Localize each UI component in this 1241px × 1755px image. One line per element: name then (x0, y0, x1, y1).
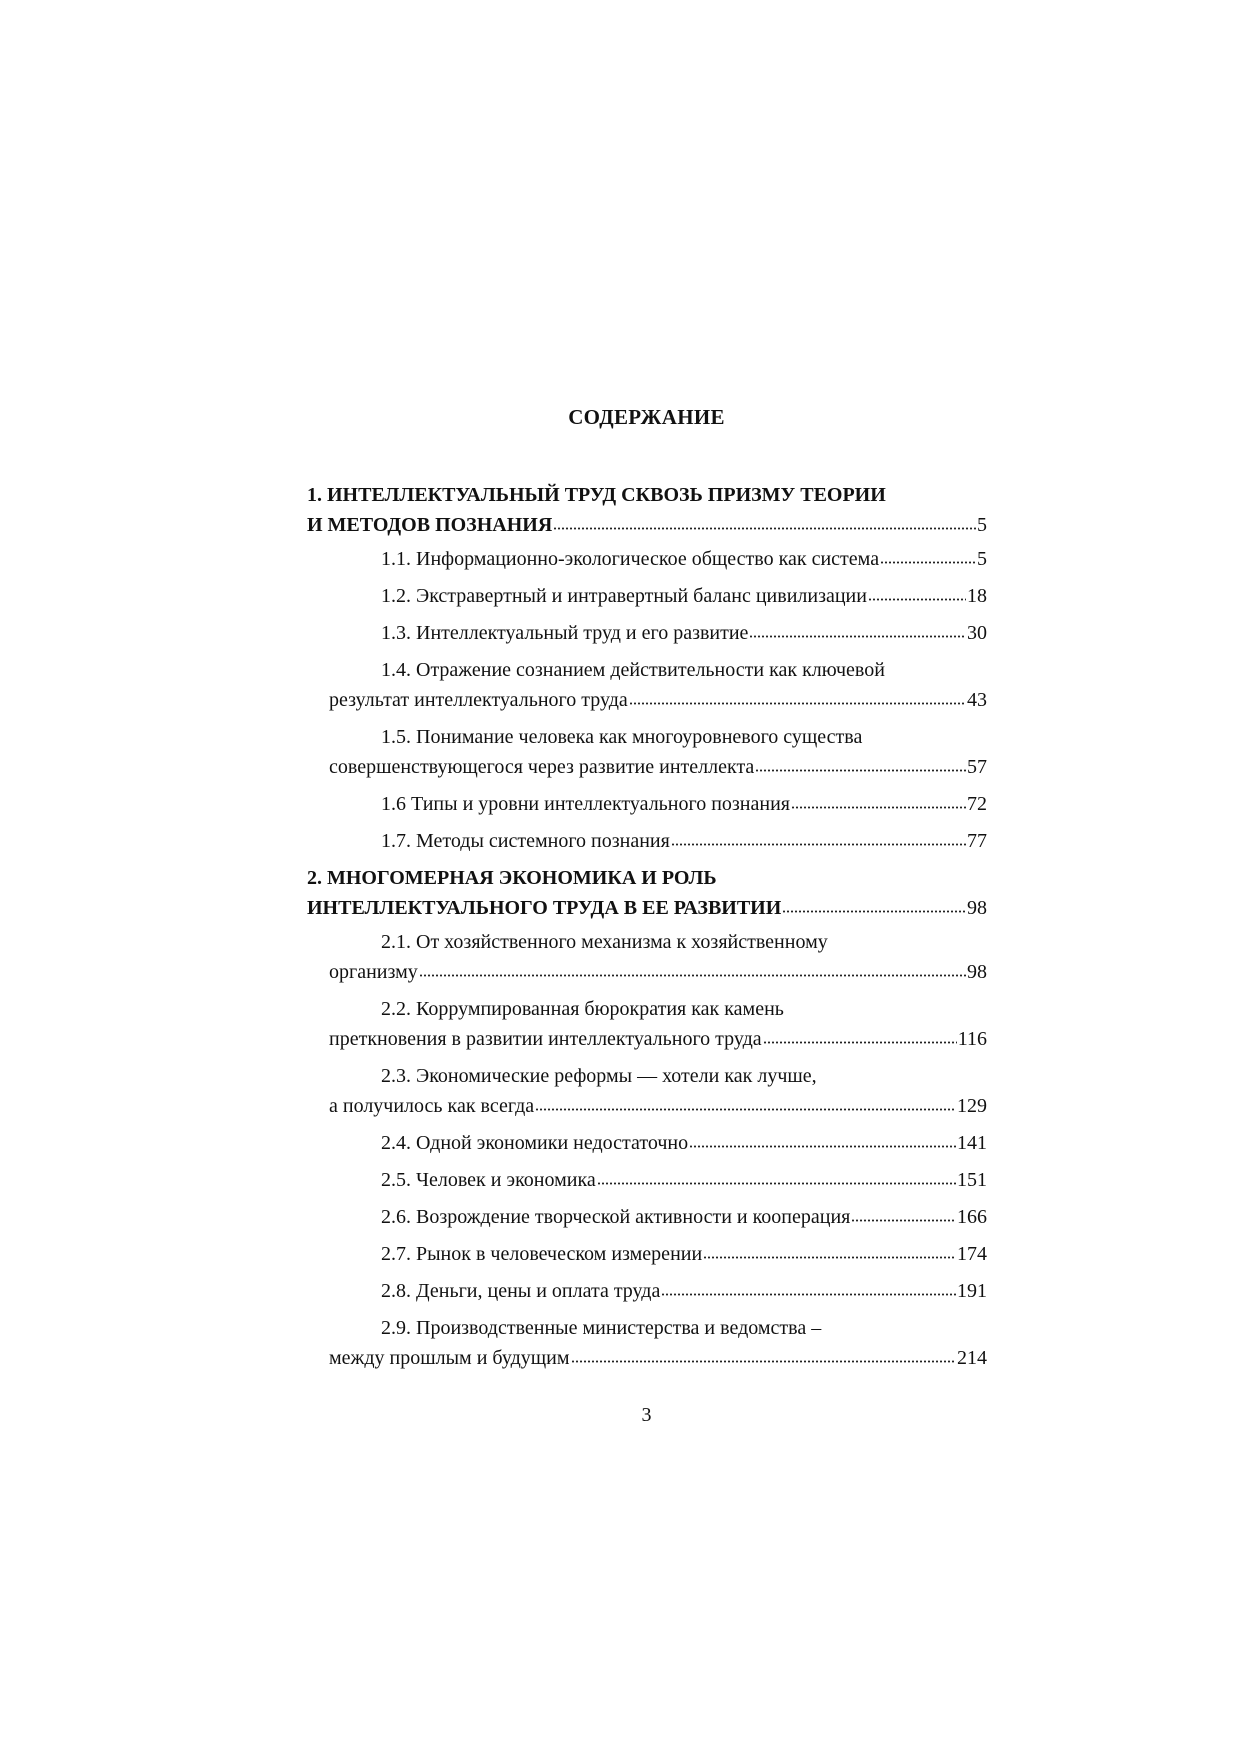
dot-leader (763, 1039, 957, 1045)
toc-page-number: 191 (957, 1280, 987, 1302)
toc-entry-title: 2.5. Человек и экономика (381, 1169, 596, 1191)
toc-page-number: 98 (967, 897, 987, 919)
toc-page-number: 129 (957, 1095, 987, 1117)
toc-page-number: 30 (967, 622, 987, 644)
dot-leader (535, 1106, 956, 1112)
toc-section-2-5[interactable] (329, 1165, 987, 1195)
toc-page-number: 116 (957, 1028, 987, 1050)
toc-section-1-2[interactable] (329, 581, 987, 611)
toc-entry-title-line: 1.5. Понимание человека как многоуровневого существа (381, 726, 863, 748)
toc-page-number: 57 (967, 756, 987, 778)
toc-page-number: 214 (957, 1347, 987, 1369)
toc-entry-title: 1.6 Типы и уровни интеллектуального познания (381, 793, 790, 815)
toc-section-1-4[interactable] (329, 655, 987, 715)
toc-section-2-1[interactable] (329, 927, 987, 987)
dot-leader (749, 633, 966, 639)
toc-entry-title: 1.2. Экстравертный и интравертный баланс цивилизации (381, 585, 867, 607)
toc-entry-title-line: 1.4. Отражение сознанием действительности как ключевой (381, 659, 885, 681)
toc-chapter-2[interactable] (307, 863, 987, 923)
toc-section-2-4[interactable] (329, 1128, 987, 1158)
toc-section-1-1[interactable] (329, 544, 987, 574)
table-of-contents (307, 480, 987, 1380)
dot-leader (571, 1358, 957, 1364)
toc-entry-title: 1.3. Интеллектуальный труд и его развитие (381, 622, 749, 644)
toc-entry-title: результат интеллектуального труда (329, 689, 628, 711)
dot-leader (755, 767, 966, 773)
toc-section-1-3[interactable] (329, 618, 987, 648)
toc-entry-title: 2.6. Возрождение творческой активности и кооперация (381, 1206, 851, 1228)
toc-page-number: 151 (957, 1169, 987, 1191)
toc-page-number: 5 (977, 548, 987, 570)
toc-section-2-6[interactable] (329, 1202, 987, 1232)
toc-entry-title: ИНТЕЛЛЕКТУАЛЬНОГО ТРУДА В ЕЕ РАЗВИТИИ (307, 897, 782, 919)
toc-entry-title: а получилось как всегда (329, 1095, 535, 1117)
toc-page-number: 43 (967, 689, 987, 711)
dot-leader (868, 596, 966, 602)
toc-page-number: 5 (977, 514, 987, 536)
toc-section-1-7[interactable] (329, 826, 987, 856)
dot-leader (419, 972, 966, 978)
dot-leader (782, 908, 966, 914)
toc-section-2-8[interactable] (329, 1276, 987, 1306)
toc-entry-title: И МЕТОДОВ ПОЗНАНИЯ (307, 514, 553, 536)
toc-page-number: 18 (967, 585, 987, 607)
toc-entry-title-line: 1. ИНТЕЛЛЕКТУАЛЬНЫЙ ТРУД СКВОЗЬ ПРИЗМУ ТЕОРИИ (307, 484, 886, 506)
toc-entry-title-line: 2.1. От хозяйственного механизма к хозяйственному (381, 931, 828, 953)
toc-entry-title: 2.8. Деньги, цены и оплата труда (381, 1280, 661, 1302)
toc-section-2-3[interactable] (329, 1061, 987, 1121)
dot-leader (689, 1143, 956, 1149)
toc-page-number: 174 (957, 1243, 987, 1265)
toc-entry-title: организму (329, 961, 418, 983)
page-title: СОДЕРЖАНИЕ (568, 405, 725, 429)
page-number: 3 (641, 1404, 652, 1426)
dot-leader (851, 1217, 956, 1223)
dot-leader (597, 1180, 956, 1186)
toc-chapter-1[interactable] (307, 480, 987, 540)
toc-section-2-7[interactable] (329, 1239, 987, 1269)
dot-leader (703, 1254, 956, 1260)
toc-entry-title-line: 2.9. Производственные министерства и ведомства – (381, 1317, 822, 1339)
dot-leader (671, 841, 966, 847)
toc-section-2-9[interactable] (329, 1313, 987, 1373)
dot-leader (880, 559, 976, 565)
toc-entry-title: преткновения в развитии интеллектуального труда (329, 1028, 762, 1050)
toc-section-1-6[interactable] (329, 789, 987, 819)
dot-leader (629, 700, 966, 706)
toc-entry-title-line: 2.2. Коррумпированная бюрократия как камень (381, 998, 784, 1020)
toc-page-number: 72 (967, 793, 987, 815)
toc-page-number: 141 (957, 1132, 987, 1154)
dot-leader (791, 804, 966, 810)
toc-page-number: 77 (967, 830, 987, 852)
toc-entry-title: 1.1. Информационно-экологическое общество как система (381, 548, 880, 570)
toc-entry-title: 2.7. Рынок в человеческом измерении (381, 1243, 703, 1265)
toc-page-number: 98 (967, 961, 987, 983)
toc-entry-title-line: 2.3. Экономические реформы — хотели как лучше, (381, 1065, 817, 1087)
toc-page-number: 166 (957, 1206, 987, 1228)
toc-entry-title: между прошлым и будущим (329, 1347, 570, 1369)
toc-entry-title: 2.4. Одной экономики недостаточно (381, 1132, 689, 1154)
toc-entry-title: совершенствующегося через развитие интеллекта (329, 756, 755, 778)
toc-section-1-5[interactable] (329, 722, 987, 782)
dot-leader (661, 1291, 956, 1297)
toc-entry-title-line: 2. МНОГОМЕРНАЯ ЭКОНОМИКА И РОЛЬ (307, 867, 717, 889)
toc-entry-title: 1.7. Методы системного познания (381, 830, 670, 852)
dot-leader (553, 525, 976, 531)
toc-section-2-2[interactable] (329, 994, 987, 1054)
